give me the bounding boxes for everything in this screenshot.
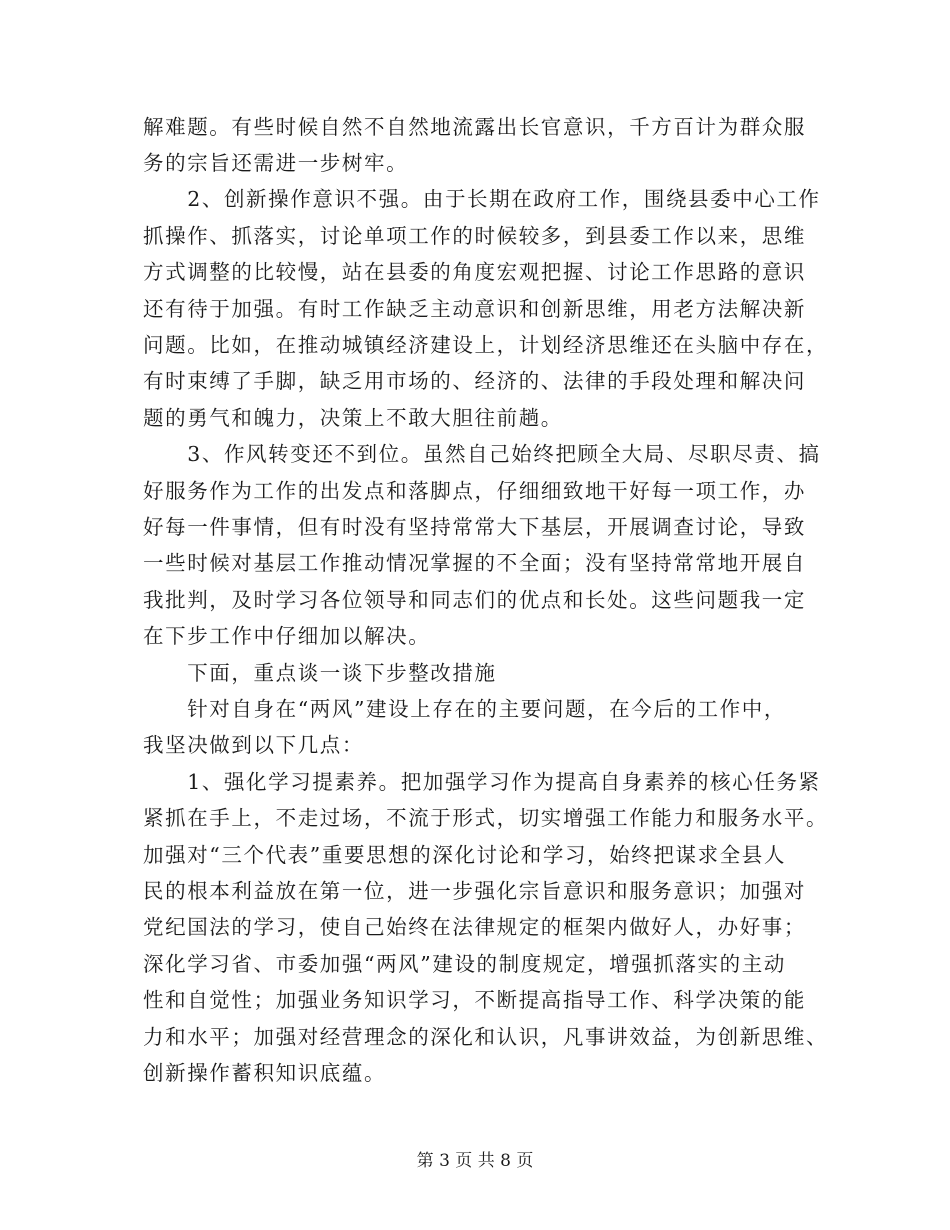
body-text-line: 深化学习省、市委加强“两风”建设的制度规定，增强抓落实的主动 xyxy=(143,952,786,976)
body-text-line: 创新操作蓄积知识底蕴。 xyxy=(143,1061,387,1085)
body-text-line: 加强对“三个代表”重要思想的深化讨论和学习，始终把谋求全县人 xyxy=(143,843,786,867)
body-text-line: 解难题。有些时候自然不自然地流露出长官意识，千方百计为群众服 xyxy=(143,115,806,139)
body-text-line: 好服务作为工作的出发点和落脚点，仔细细致地干好每一项工作，办 xyxy=(143,479,806,503)
body-text-line: 一些时候对基层工作推动情况掌握的不全面；没有坚持常常地开展自 xyxy=(143,551,806,575)
body-text-line: 下面，重点谈一谈下步整改措施 xyxy=(143,661,497,685)
body-text-line: 我批判，及时学习各位领导和同志们的优点和长处。这些问题我一定 xyxy=(143,588,806,612)
body-text-line: 党纪国法的学习，使自己始终在法律规定的框架内做好人，办好事； xyxy=(143,915,806,939)
body-text-line: 还有待于加强。有时工作缺乏主动意识和创新思维，用老方法解决新 xyxy=(143,297,806,321)
body-text-line: 性和自觉性；加强业务知识学习，不断提高指导工作、科学决策的能 xyxy=(143,988,806,1012)
body-text-line: 力和水平；加强对经营理念的深化和认识，凡事讲效益，为创新思维、 xyxy=(143,1025,829,1049)
body-text-line: 方式调整的比较慢，站在县委的角度宏观把握、讨论工作思路的意识 xyxy=(143,260,806,284)
body-text-line: 紧抓在手上，不走过场，不流于形式，切实增强工作能力和服务水平。 xyxy=(143,806,829,830)
page-footer: 第 3 页 共 8 页 xyxy=(416,1151,534,1171)
body-text-line: 民的根本利益放在第一位，进一步强化宗旨意识和服务意识；加强对 xyxy=(143,879,806,903)
body-text-line: 题的勇气和魄力，决策上不敢大胆往前趟。 xyxy=(143,406,563,430)
body-text-line: 好每一件事情，但有时没有坚持常常大下基层，开展调查讨论，导致 xyxy=(143,515,806,539)
body-text-line: 在下步工作中仔细加以解决。 xyxy=(143,624,431,648)
body-text-line: 抓操作、抓落实，讨论单项工作的时候较多，到县委工作以来，思维 xyxy=(143,224,806,248)
body-text-line: 务的宗旨还需进一步树牢。 xyxy=(143,151,409,175)
body-text-line: 3、作风转变还不到位。虽然自己始终把顾全大局、尽职尽责、搞 xyxy=(143,442,821,466)
body-text-line: 问题。比如，在推动城镇经济建设上，计划经济思维还在头脑中存在， xyxy=(143,333,829,357)
body-text-line: 有时束缚了手脚，缺乏用市场的、经济的、法律的手段处理和解决问 xyxy=(143,369,806,393)
body-text-line: 2、创新操作意识不强。由于长期在政府工作，围绕县委中心工作 xyxy=(143,187,821,211)
body-text-line: 1、强化学习提素养。把加强学习作为提高自身素养的核心任务紧 xyxy=(143,770,821,794)
body-text-line: 针对自身在“两风”建设上存在的主要问题，在今后的工作中， xyxy=(143,697,786,721)
body-text-line: 我坚决做到以下几点： xyxy=(143,733,364,757)
